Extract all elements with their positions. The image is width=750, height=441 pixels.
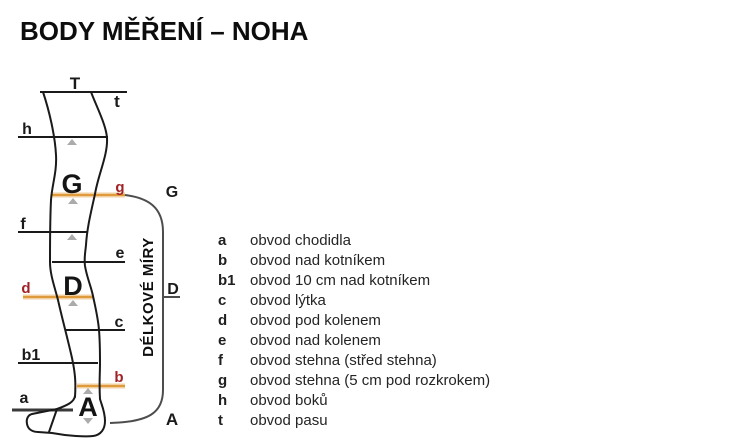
legend-text: obvod chodidla	[250, 232, 351, 249]
legend-letter: e	[218, 332, 227, 349]
bracket-label-G: G	[165, 184, 179, 201]
legend-letter: b1	[218, 272, 236, 289]
label-h: h	[22, 121, 32, 138]
bracket-label-D: D	[167, 281, 179, 298]
page-title: BODY MĚŘENÍ – NOHA	[20, 16, 309, 46]
label-D-big: D	[63, 271, 83, 301]
legend-row-h	[218, 391, 490, 411]
label-c: c	[114, 314, 124, 331]
legend-row-g	[218, 371, 490, 391]
toe-cap-seam	[49, 409, 57, 432]
label-t: t	[114, 92, 120, 111]
marker-up-h	[67, 139, 77, 145]
legend-text: obvod stehna (5 cm pod rozkrokem)	[250, 372, 491, 389]
legend-row-b1	[218, 271, 490, 291]
legend-row-t	[218, 411, 490, 431]
legend-letter: t	[218, 412, 223, 429]
legend-letter: g	[218, 372, 228, 389]
leg-right-edge	[85, 92, 107, 399]
legend-text: obvod stehna (střed stehna)	[250, 352, 437, 369]
label-T: T	[69, 74, 81, 93]
legend-row-a	[218, 231, 490, 251]
label-b: b	[114, 369, 124, 386]
legend-letter: b	[218, 252, 228, 269]
label-g: g	[115, 179, 125, 196]
legend-text: obvod nad kotníkem	[250, 252, 386, 269]
legend-letter: d	[218, 312, 228, 329]
legend-row-c	[218, 291, 490, 311]
legend-text: obvod boků	[250, 392, 328, 409]
legend-letter: a	[218, 232, 227, 249]
legend-row-f	[218, 351, 490, 371]
label-A-big: A	[78, 392, 98, 422]
legend-text: obvod pasu	[250, 412, 328, 429]
bracket-label-A: A	[165, 410, 179, 429]
label-e: e	[115, 245, 125, 262]
legend-text: obvod nad kolenem	[250, 332, 381, 349]
legend-text: obvod lýtka	[250, 292, 326, 309]
label-d: d	[21, 280, 31, 297]
legend-letter: c	[218, 292, 227, 309]
legend-row-e	[218, 331, 490, 351]
legend-row-b	[218, 251, 490, 271]
marker-up-f	[67, 234, 77, 240]
length-measures-caption: DÉLKOVÉ MÍRY	[140, 237, 157, 357]
label-b1: b1	[21, 347, 41, 364]
leg-measurement-diagram	[0, 70, 200, 441]
legend-row-d	[218, 311, 490, 331]
legend-text: obvod 10 cm nad kotníkem	[250, 272, 431, 289]
legend	[218, 231, 490, 431]
label-f: f	[20, 216, 26, 233]
legend-letter: h	[218, 392, 228, 409]
black-measure-lines	[18, 92, 127, 363]
legend-letter: f	[218, 352, 223, 369]
legend-text: obvod pod kolenem	[250, 312, 381, 329]
label-a: a	[19, 390, 29, 407]
label-G-big: G	[61, 169, 83, 199]
